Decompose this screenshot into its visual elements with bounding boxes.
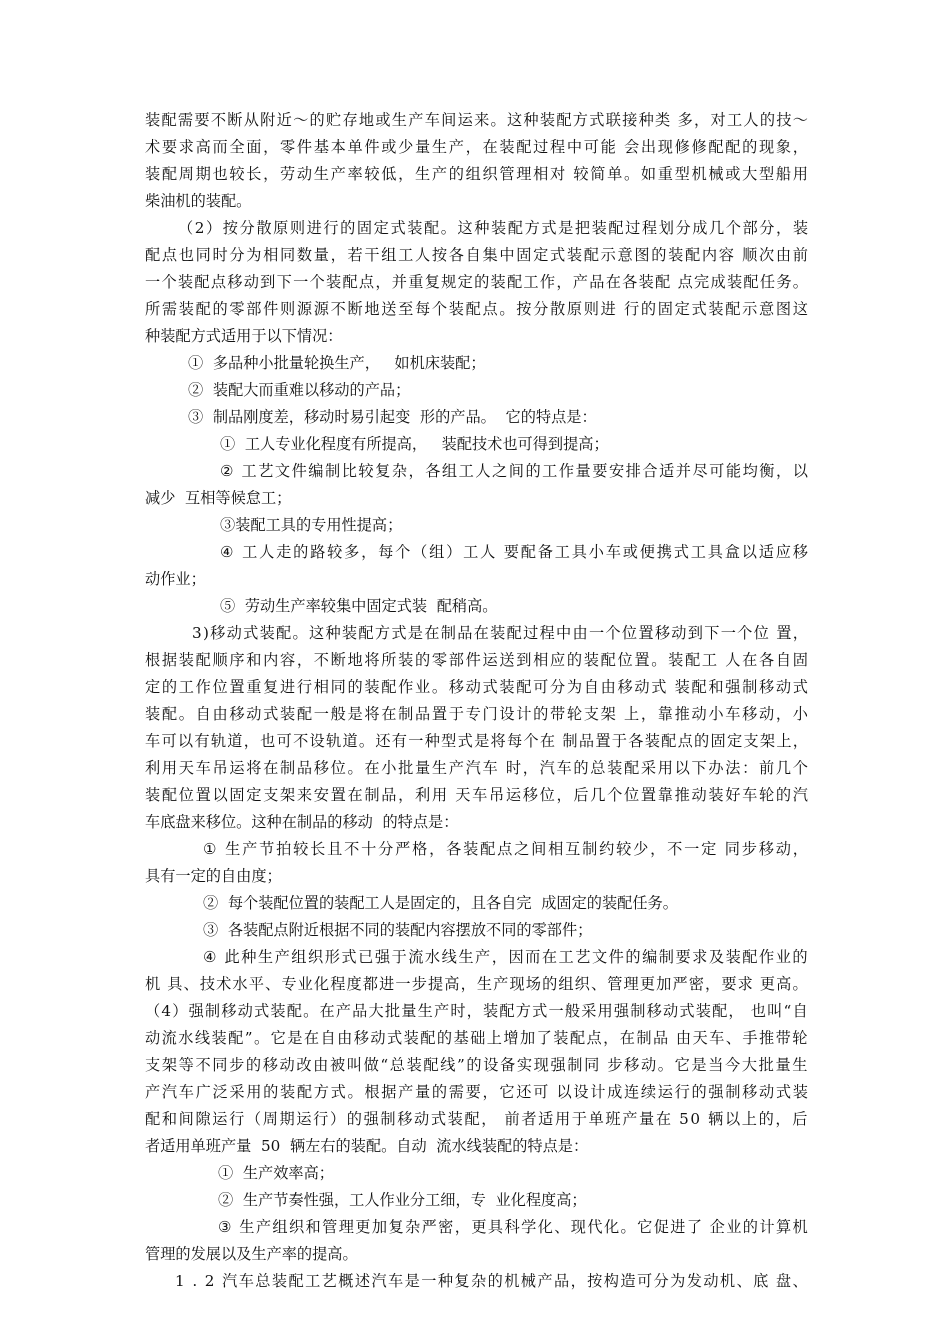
text-line: ② 装配大而重难以移动的产品； (188, 381, 411, 399)
text-line: 者适用单班产量 50 辆左右的装配。自动 流水线装配的特点是： (145, 1137, 589, 1155)
text-line: 产 汽 车 广 泛 采 用 的 装 配 方 式 。 根 据 产 量 的 需 要 ， 它 还 可 以 设 计 成 连 续 运 行 的 强 制 移 动 式 装 (145, 1083, 808, 1101)
text-line: 利 用 天 车 吊 运 将 在 制 品 移 位 。 在 小 批 量 生 产 汽 车 时 ， 汽 车 的 总 装 配 采 用 以 下 办 法 ： 前 几 个 (145, 759, 808, 777)
text-line: ④ 工 人 走 的 路 较 多 ， 每 个 （ 组 ） 工 人 要 配 备 工 具 小 车 或 便 携 式 工 具 盒 以 适 应 移 (220, 543, 808, 561)
text-line: ③装配工具的专用性提高； (220, 516, 403, 534)
text-line: 管理的发展以及生产率的提高。 (145, 1245, 358, 1263)
text-line: 车底盘来移位。这种在制品的移动 的特点是： (145, 813, 459, 831)
text-line: 具有一定的自由度； (145, 867, 282, 885)
text-line: 动作业； (145, 570, 206, 588)
text-line: ⑤ 劳动生产率较集中固定式装 配稍高。 (220, 597, 498, 615)
text-line: 种装配方式适用于以下情况： (145, 327, 343, 345)
text-line: ① 多品种小批量轮换生产， 如机床装配； (188, 354, 486, 372)
text-line: ③ 生 产 组 织 和 管 理 更 加 复 杂 严 密 ， 更 具 科 学 化 、 现 代 化 。 它 促 进 了 企 业 的 计 算 机 (218, 1218, 808, 1236)
text-line: 机 具 、 技 术 水 平 、 专 业 化 程 度 都 进 一 步 提 高 ， 生 产 现 场 的 组 织 、 管 理 更 加 严 密 ， 要 求 更 高 。 (145, 975, 808, 993)
text-line: 减少 互相等候怠工； (145, 489, 292, 507)
text-line: 根 据 装 配 顺 序 和 内 容 ， 不 断 地 将 所 装 的 零 部 件 运 送 到 相 应 的 装 配 位 置 。 装 配 工 人 在 各 自 固 (145, 651, 808, 669)
text-line: （ 2 ） 按 分 散 原 则 进 行 的 固 定 式 装 配 。 这 种 装 配 方 式 是 把 装 配 过 程 划 分 成 几 个 部 分 ， 装 (178, 219, 808, 237)
text-line: 车 可 以 有 轨 道 ， 也 可 不 设 轨 道 。 还 有 一 种 型 式 是 将 每 个 在 制 品 置 于 各 装 配 点 的 固 定 支 架 上 ， (145, 732, 808, 750)
text-line: ① 工人专业化程度有所提高， 装配技术也可得到提高； (220, 435, 609, 453)
text-line: 装 配 周 期 也 较 长 ， 劳 动 生 产 率 较 低 ， 生 产 的 组 织 管 理 相 对 较 简 单 。 如 重 型 机 械 或 大 型 船 用 (145, 165, 808, 183)
text-line: 所 需 装 配 的 零 部 件 则 源 源 不 断 地 送 至 每 个 装 配 点 。 按 分 散 原 则 进 行 的 固 定 式 装 配 示 意 图 这 (145, 300, 808, 318)
text-line: ③ 制品刚度差，移动时易引起变 形的产品。 它的特点是： (188, 408, 597, 426)
text-line: ② 每个装配位置的装配工人是固定的，且各自完 成固定的装配任务。 (203, 894, 678, 912)
text-line: 一 个 装 配 点 移 动 到 下 一 个 装 配 点 ， 并 重 复 规 定 的 装 配 工 作 ， 产 品 在 各 装 配 点 完 成 装 配 任 务 。 (145, 273, 808, 291)
text-line: ① 生产效率高； (218, 1164, 334, 1182)
text-line: 动 流 水 线 装 配 ” 。 它 是 在 自 由 移 动 式 装 配 的 基 础 上 增 加 了 装 配 点 ， 在 制 品 由 天 车 、 手 推 带 轮 (145, 1029, 808, 1047)
text-line: 配 点 也 同 时 分 为 相 同 数 量 ， 若 干 组 工 人 按 各 自 集 中 固 定 式 装 配 示 意 图 的 装 配 内 容 顺 次 由 前 (145, 246, 808, 264)
text-line: ② 工 艺 文 件 编 制 比 较 复 杂 ， 各 组 工 人 之 间 的 工 作 量 要 安 排 合 适 并 尽 可 能 均 衡 ， 以 (220, 462, 808, 480)
text-line: ② 生产节奏性强，工人作业分工细，专 业化程度高； (218, 1191, 587, 1209)
text-line: （ 4 ） 强 制 移 动 式 装 配 。 在 产 品 大 批 量 生 产 时 ， 装 配 方 式 一 般 采 用 强 制 移 动 式 装 配 ， 也 叫 “ 自 (145, 1002, 808, 1020)
text-line: 柴油机的装配。 (145, 192, 252, 210)
text-line: 1 . 2 汽 车 总 装 配 工 艺 概 述 汽 车 是 一 种 复 杂 的 机 械 产 品 ， 按 构 造 可 分 为 发 动 机 、 底 盘 、 (175, 1272, 808, 1290)
text-line: 配 和 间 隙 运 行 （ 周 期 运 行 ） 的 强 制 移 动 式 装 配 ， 前 者 适 用 于 单 班 产 量 在 5 0 辆 以 上 的 ， 后 (145, 1110, 808, 1128)
text-line: 支 架 等 不 同 步 的 移 动 改 由 被 叫 做 “ 总 装 配 线 ” 的 设 备 实 现 强 制 同 步 移 动 。 它 是 当 今 大 批 量 生 (145, 1056, 808, 1074)
text-line: 定 的 工 作 位 置 重 复 进 行 相 同 的 装 配 作 业 。 移 动 式 装 配 可 分 为 自 由 移 动 式 装 配 和 强 制 移 动 式 (145, 678, 808, 696)
text-line: 3 ) 移 动 式 装 配 。 这 种 装 配 方 式 是 在 制 品 在 装 配 过 程 中 由 一 个 位 置 移 动 到 下 一 个 位 置 ， (192, 624, 808, 642)
text-line: ④ 此 种 生 产 组 织 形 式 已 强 于 流 水 线 生 产 ， 因 而 在 工 艺 文 件 的 编 制 要 求 及 装 配 作 业 的 (203, 948, 808, 966)
text-line: ③ 各装配点附近根据不同的装配内容摆放不同的零部件； (203, 921, 593, 939)
text-line: ① 生 产 节 拍 较 长 且 不 十 分 严 格 ， 各 装 配 点 之 间 相 互 制 约 较 少 ， 不 一 定 同 步 移 动 ， (203, 840, 808, 858)
text-line: 装 配 位 置 以 固 定 支 架 来 安 置 在 制 品 ， 利 用 天 车 吊 运 移 位 ， 后 几 个 位 置 靠 推 动 装 好 车 轮 的 汽 (145, 786, 808, 804)
text-line: 装 配 。 自 由 移 动 式 装 配 一 般 是 将 在 制 品 置 于 专 门 设 计 的 带 轮 支 架 上 ， 靠 推 动 小 车 移 动 ， 小 (145, 705, 808, 723)
text-line: 术 要 求 高 而 全 面 ， 零 件 基 本 单 件 或 少 量 生 产 ， 在 装 配 过 程 中 可 能 会 出 现 修 修 配 配 的 现 象 ， (145, 138, 808, 156)
text-line: 装 配 需 要 不 断 从 附 近 ～ 的 贮 存 地 或 生 产 车 间 运 来 。 这 种 装 配 方 式 联 接 种 类 多 ， 对 工 人 的 技 ～ (145, 111, 808, 129)
